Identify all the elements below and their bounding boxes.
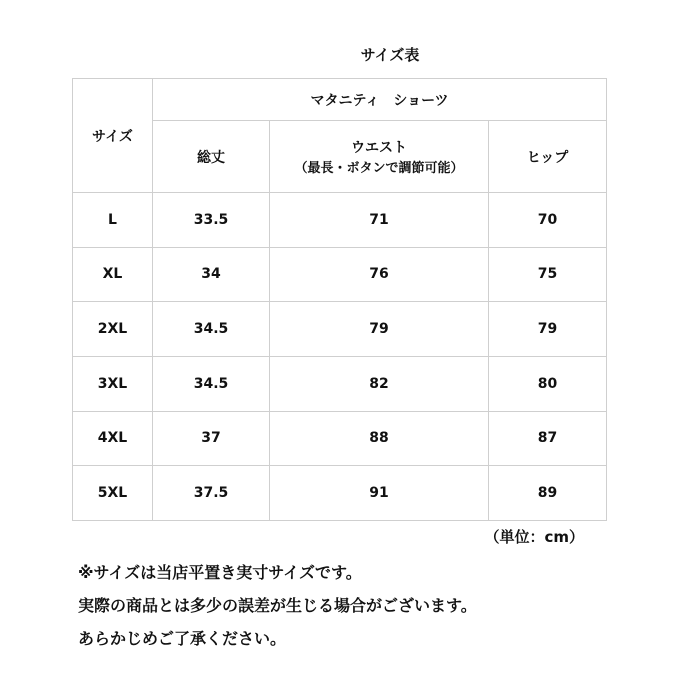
length-cell: 37.5 bbox=[153, 466, 270, 521]
hip-cell: 80 bbox=[489, 356, 607, 411]
waist-cell: 71 bbox=[270, 193, 489, 248]
note-line: ※サイズは当店平置き実寸サイズです。 bbox=[78, 563, 362, 582]
size-table bbox=[72, 78, 607, 521]
waist-header-note: （最長・ボタンで調節可能） bbox=[294, 161, 464, 176]
waist-cell: 91 bbox=[270, 466, 489, 521]
product-group-header: マタニティ ショーツ bbox=[153, 79, 607, 121]
table-row bbox=[73, 193, 607, 248]
hip-header bbox=[489, 121, 607, 193]
size-cell: XL bbox=[73, 247, 153, 302]
note-line: あらかじめご了承ください。 bbox=[78, 629, 287, 648]
size-cell: L bbox=[73, 193, 153, 248]
length-cell: 33.5 bbox=[153, 193, 270, 248]
size-cell: 2XL bbox=[73, 302, 153, 357]
waist-header-label: ウエスト bbox=[351, 140, 407, 156]
length-cell: 34.5 bbox=[153, 356, 270, 411]
size-cell: 3XL bbox=[73, 356, 153, 411]
length-header-label: 総丈 bbox=[197, 149, 225, 166]
hip-header-label: ヒップ bbox=[526, 149, 569, 166]
unit-label: （単位：cm） bbox=[484, 528, 584, 546]
length-cell: 34.5 bbox=[153, 302, 270, 357]
hip-cell: 70 bbox=[489, 193, 607, 248]
length-cell: 34 bbox=[153, 247, 270, 302]
notes bbox=[78, 556, 477, 655]
waist-header bbox=[270, 121, 489, 193]
waist-cell: 88 bbox=[270, 411, 489, 466]
note-line: 実際の商品とは多少の誤差が生じる場合がございます。 bbox=[78, 596, 477, 615]
hip-cell: 87 bbox=[489, 411, 607, 466]
table-row bbox=[73, 356, 607, 411]
table-row bbox=[73, 411, 607, 466]
table-row bbox=[73, 302, 607, 357]
table-row bbox=[73, 466, 607, 521]
table-row bbox=[73, 247, 607, 302]
size-cell: 4XL bbox=[73, 411, 153, 466]
length-cell: 37 bbox=[153, 411, 270, 466]
table-title: サイズ表 bbox=[360, 46, 420, 64]
size-cell: 5XL bbox=[73, 466, 153, 521]
waist-cell: 79 bbox=[270, 302, 489, 357]
waist-cell: 76 bbox=[270, 247, 489, 302]
hip-cell: 79 bbox=[489, 302, 607, 357]
hip-cell: 89 bbox=[489, 466, 607, 521]
waist-cell: 82 bbox=[270, 356, 489, 411]
size-header: サイズ bbox=[73, 79, 153, 193]
length-header bbox=[153, 121, 270, 193]
hip-cell: 75 bbox=[489, 247, 607, 302]
